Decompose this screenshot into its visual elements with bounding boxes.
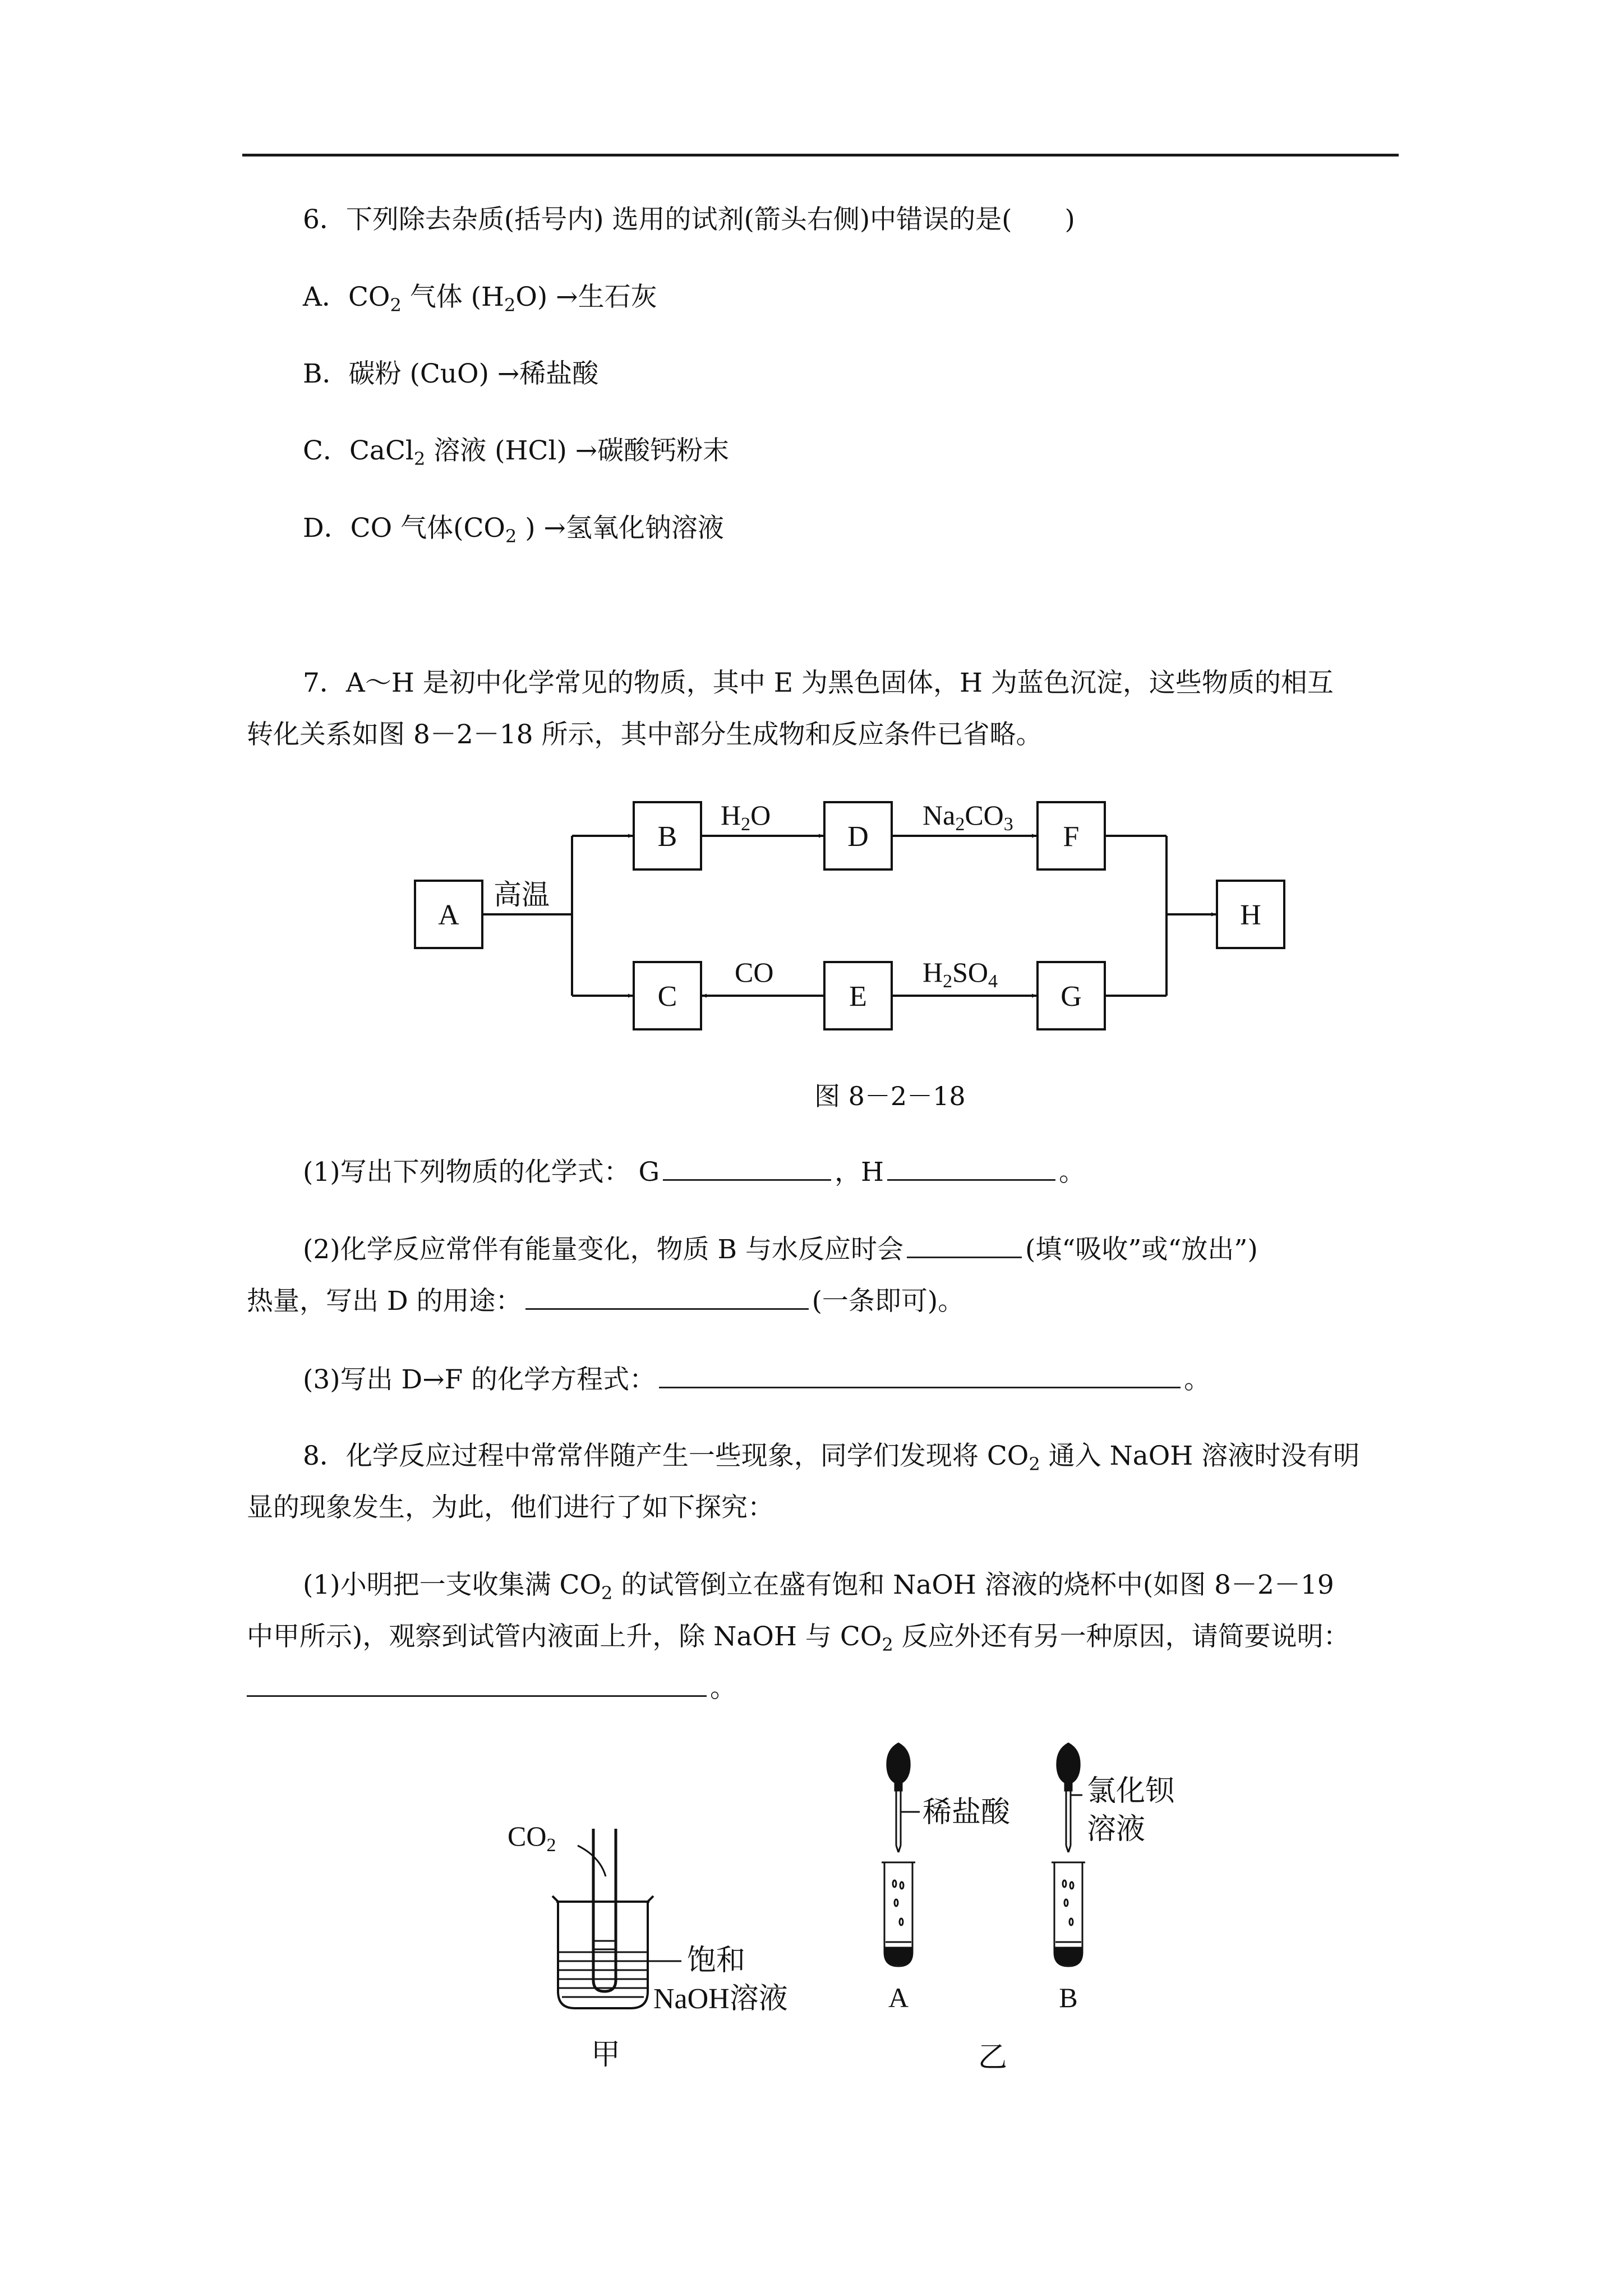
label-h2o: $H_2O$ <box>721 799 771 835</box>
box-f-label: F <box>1063 821 1080 853</box>
naoh-liquid <box>559 1941 647 1997</box>
q7-stem-line1: 7．A～H 是初中化学常见的物质，其中 E 为黑色固体，H 为蓝色沉淀，这些物质的相互 <box>303 668 1334 698</box>
q6-stem: 6．下列除去杂质(括号内) 选用的试剂(箭头右侧)中错误的是( ) <box>303 204 1075 235</box>
label-high-temp: 高温 <box>494 879 550 910</box>
co2-pointer <box>578 1846 606 1876</box>
tube-b-label: B <box>1059 1982 1078 2013</box>
q7-part1: (1)写出下列物质的化学式： G ，H 。 <box>303 1157 1086 1188</box>
q6-option-d: D．CO 气体($CO_2$ ) →氢氧化钠溶液 <box>303 513 724 547</box>
q8-stem-line1: 8．化学反应过程中常常伴随产生一些现象，同学们发现将 $CO_2$ 通入 NaOH 溶液时没有明 <box>303 1441 1360 1475</box>
dropper-b <box>1057 1743 1082 1852</box>
naoh-solution-label: NaOH溶液 <box>653 1983 788 2015</box>
answer-blank-energy[interactable] <box>907 1234 1022 1258</box>
saturated-label: 饱和 <box>687 1945 746 1977</box>
tube-a-label: A <box>888 1982 909 2013</box>
box-h-label: H <box>1240 899 1261 931</box>
test-tube-b <box>1052 1862 1085 1966</box>
q7-part3: (3)写出 D→F 的化学方程式： 。 <box>303 1364 1211 1395</box>
q8-part1-line1: (1)小明把一支收集满 $CO_2$ 的试管倒立在盛有饱和 NaOH 溶液的烧杯中(如图 8－2－19 <box>303 1570 1334 1604</box>
test-tube-a <box>882 1862 915 1966</box>
jia-label: 甲 <box>591 2039 621 2071</box>
figure-8-2-18-caption: 图 8－2－18 <box>814 1081 966 1111</box>
q8-part1-line3: 。 <box>247 1672 736 1705</box>
box-g-label: G <box>1061 981 1082 1013</box>
bacl2-label-line2: 溶液 <box>1087 1814 1146 1846</box>
q7-part2-line1: (2)化学反应常伴有能量变化，物质 B 与水反应时会 (填“吸收”或“放出”) <box>303 1234 1258 1265</box>
box-c-label: C <box>657 981 677 1013</box>
beaker-apparatus <box>552 1829 653 2008</box>
q8-part1-line2: 中甲所示)，观察到试管内液面上升，除 NaOH 与 $CO_2$ 反应外还有另一种原因，请简要说明： <box>247 1621 1350 1655</box>
box-a-label: A <box>438 899 459 931</box>
answer-blank-d-use[interactable] <box>525 1286 809 1310</box>
q7-part2-line2: 热量，写出 D 的用途： (一条即可)。 <box>247 1286 965 1317</box>
answer-blank-reason[interactable] <box>247 1673 707 1697</box>
label-h2so4: $H_2SO_4$ <box>923 956 998 992</box>
dilute-hcl-label: 稀盐酸 <box>923 1797 1011 1829</box>
answer-blank-g[interactable] <box>663 1157 831 1181</box>
q7-flow-diagram <box>393 774 1301 1043</box>
q6-option-c: C．CaCl$_2$ 溶液 (HCl) →碳酸钙粉末 <box>303 435 730 470</box>
q6-option-a: A．$CO_2$ 气体 $(H_2O)$ →生石灰 <box>303 282 657 316</box>
q7-stem-line2: 转化关系如图 8－2－18 所示，其中部分生成物和反应条件已省略。 <box>247 719 1043 750</box>
q8-stem-line2: 显的现象发生，为此，他们进行了如下探究： <box>247 1492 774 1523</box>
box-d-label: D <box>847 821 869 853</box>
answer-blank-equation[interactable] <box>659 1364 1181 1388</box>
co2-label: $CO_2$ <box>508 1820 556 1856</box>
label-co: CO <box>735 956 774 988</box>
bacl2-label-line1: 氯化钡 <box>1087 1775 1175 1807</box>
header-rule <box>242 154 1399 157</box>
q6-option-b: B．碳粉 (CuO) →稀盐酸 <box>303 358 599 389</box>
figure-8-2-19 <box>494 1728 1223 2087</box>
box-e-label: E <box>849 981 867 1013</box>
box-b-label: B <box>657 821 677 853</box>
dropper-a <box>887 1743 920 1852</box>
answer-blank-h[interactable] <box>887 1157 1055 1181</box>
yi-label: 乙 <box>978 2042 1008 2074</box>
label-na2co3: $Na_2CO_3$ <box>923 799 1013 835</box>
